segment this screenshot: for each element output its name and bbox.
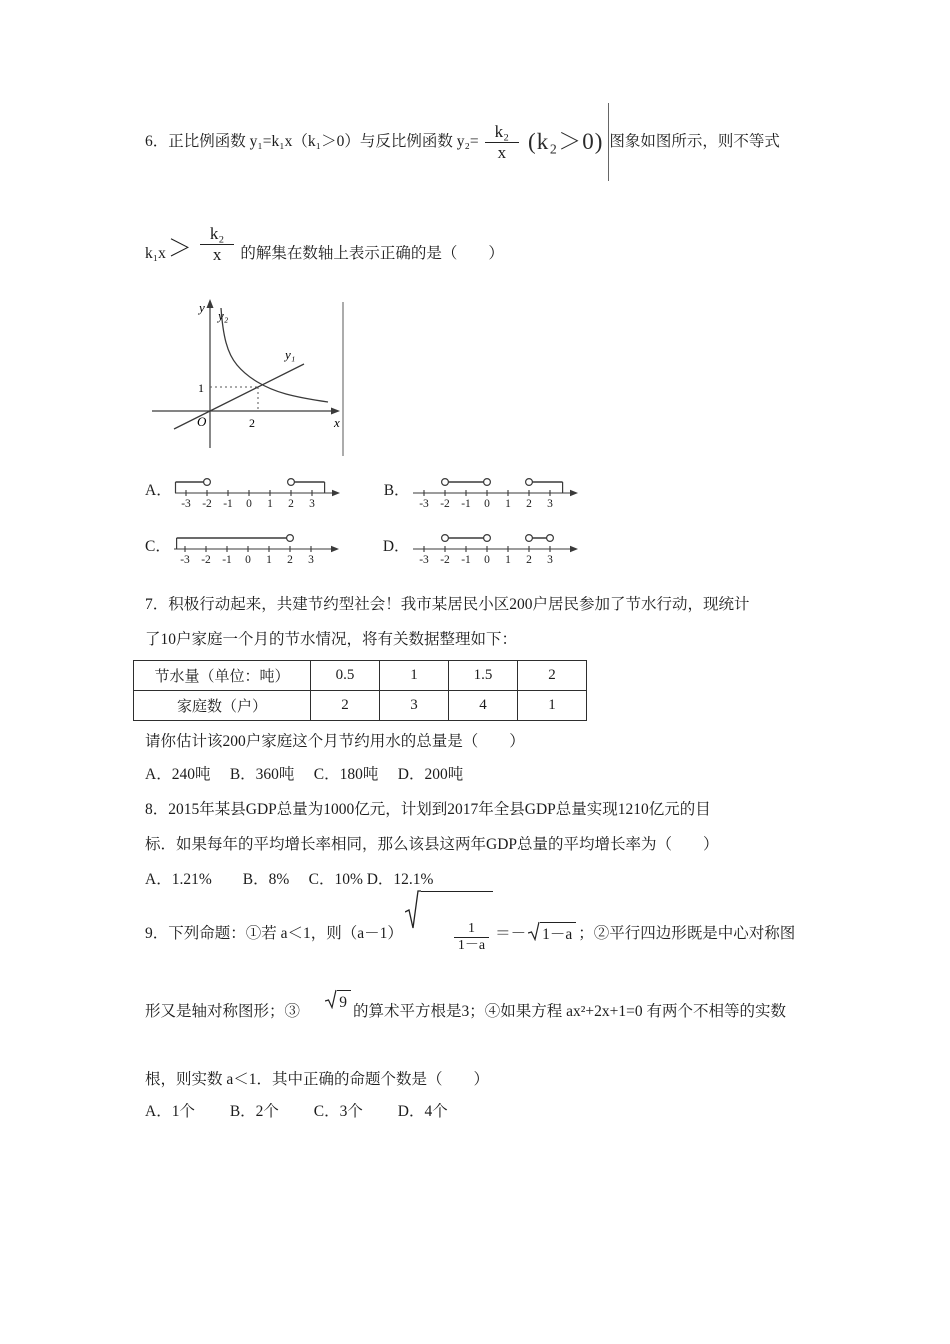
- svg-text:0: 0: [483, 498, 490, 510]
- y1-line-label: y₁: [285, 347, 296, 362]
- radicand: 1－a: [540, 922, 576, 947]
- radical-sqrt9: [300, 965, 353, 1041]
- y-axis-label: y: [199, 300, 205, 315]
- q7-line2: 了10户家庭一个月的节水情况，将有关数据整理如下：: [145, 631, 518, 648]
- tick-label-1: 1: [198, 381, 204, 395]
- q9-line1: [145, 903, 795, 965]
- q7-line1: 7．积极行动起来，共建节约型社会！我市某居民小区200户居民参加了节水行动，现统计: [145, 596, 750, 613]
- svg-text:2: 2: [287, 498, 294, 510]
- svg-text:-1: -1: [222, 554, 232, 566]
- radicand: 9: [337, 990, 351, 1015]
- q8-options: A．1.21% B．8% C．10% D．12.1%: [145, 871, 434, 888]
- table-row: [134, 661, 587, 691]
- q6-inequality-lhs: k₁x: [145, 244, 166, 262]
- y2-curve-label: y₂: [218, 308, 229, 323]
- table-cell: 2: [311, 691, 380, 721]
- svg-text:-1: -1: [460, 498, 471, 510]
- radical-simple: [528, 921, 576, 947]
- table-row: [134, 691, 587, 721]
- table-cell: 2: [518, 661, 587, 691]
- svg-text:-2: -2: [439, 498, 450, 510]
- q6-condition-paren: (k₂＞0): [528, 129, 604, 155]
- greater-than-sign: ＞: [167, 236, 192, 263]
- q6-fraction-1: [482, 122, 522, 162]
- hyperbola-y2: [221, 308, 328, 402]
- svg-text:1: 1: [504, 554, 511, 566]
- q7-options: A．240吨 B．360吨 C．180吨 D．200吨: [145, 766, 464, 783]
- x-axis-label: x: [334, 415, 340, 430]
- q6-options-row-1: [145, 468, 580, 514]
- svg-text:1: 1: [504, 498, 511, 510]
- svg-text:-1: -1: [460, 554, 471, 566]
- table-cell: 1: [518, 691, 587, 721]
- option-b-label: B．: [383, 481, 410, 499]
- svg-text:-2: -2: [439, 554, 450, 566]
- radicand: [421, 891, 493, 978]
- table-cell: 1.5: [449, 661, 518, 691]
- q6-text-3: 的解集在数轴上表示正确的是（ ）: [240, 244, 504, 262]
- q6-line1: [145, 96, 780, 188]
- svg-text:2: 2: [525, 498, 532, 510]
- table-cell: 0.5: [311, 661, 380, 691]
- table-header-cell: 节水量（单位：吨）: [134, 661, 311, 691]
- fraction-denominator: x: [485, 142, 520, 163]
- svg-text:3: 3: [307, 554, 314, 566]
- q6-function-graph: [146, 298, 346, 463]
- svg-text:-3: -3: [418, 498, 429, 510]
- svg-text:3: 3: [546, 498, 553, 510]
- q8-line2: 标．如果每年的平均增长率相同，那么该县这两年GDP总量的平均增长率为（ ）: [145, 836, 719, 853]
- radical-sign-icon: [405, 890, 421, 930]
- svg-text:-2: -2: [201, 554, 211, 566]
- fraction-under-radical: [454, 921, 489, 954]
- svg-text:-1: -1: [222, 498, 233, 510]
- q9-text-1: 9．下列命题：①若 a＜1，则（a－1）: [145, 924, 403, 942]
- option-c-label: C．: [145, 537, 171, 555]
- radical-with-fraction: [405, 890, 493, 978]
- tick-label-2: 2: [249, 416, 255, 430]
- radical-sign-icon: [325, 989, 337, 1009]
- fraction-numerator: 1: [468, 920, 475, 936]
- table-cell: 3: [380, 691, 449, 721]
- q6-fraction-2: [197, 224, 237, 264]
- q6-graph-block: [146, 298, 346, 463]
- radical-sign-icon: [528, 921, 540, 941]
- svg-text:0: 0: [245, 498, 252, 510]
- equals-minus: ＝－: [495, 924, 527, 942]
- numberline-d: [410, 528, 580, 566]
- q9-text-4: 的算术平方根是3；④如果方程 ax²+2x+1=0 有两个不相等的实数: [353, 1002, 787, 1020]
- q9-text-2: ；②平行四边形既是中心对称图: [578, 924, 796, 942]
- q6-options-row-2: [145, 524, 580, 570]
- q7-question-line: 请你估计该200户家庭这个月节约用水的总量是（ ）: [145, 733, 525, 750]
- q6-line2: [145, 223, 504, 282]
- table-cell: 1: [380, 661, 449, 691]
- q7-water-table: [133, 660, 587, 721]
- fraction-numerator: k₂: [209, 223, 225, 243]
- fraction-numerator: k₂: [494, 121, 510, 141]
- q6-text-1: 6．正比例函数 y₁=k₁x（k₁＞0）与反比例函数 y₂=: [145, 132, 479, 150]
- q9-options: A．1个 B．2个 C．3个 D．4个: [145, 1103, 448, 1120]
- fraction-denominator: 1－a: [454, 937, 489, 954]
- svg-text:3: 3: [308, 498, 315, 510]
- q9-line2: [145, 990, 786, 1034]
- q9-text-3: 形又是轴对称图形；③: [145, 1002, 301, 1020]
- x-axis-arrow: [331, 408, 340, 415]
- q9-line3: 根，则实数 a＜1．其中正确的命题个数是（ ）: [145, 1071, 490, 1088]
- svg-text:-3: -3: [418, 554, 429, 566]
- svg-text:-3: -3: [180, 498, 191, 510]
- svg-text:0: 0: [483, 554, 490, 566]
- numberline-b: [410, 472, 580, 510]
- svg-text:2: 2: [525, 554, 532, 566]
- svg-text:1: 1: [266, 498, 273, 510]
- option-a-label: A．: [145, 481, 172, 499]
- option-d-label: D．: [382, 537, 410, 555]
- table-header-cell: 家庭数（户）: [134, 691, 311, 721]
- svg-text:1: 1: [265, 554, 272, 566]
- table-cell: 4: [449, 691, 518, 721]
- svg-text:0: 0: [244, 554, 251, 566]
- fraction-denominator: x: [200, 244, 235, 265]
- y-axis-arrow: [207, 299, 214, 308]
- radical-simple: [325, 989, 351, 1015]
- numberline-c: [171, 528, 341, 566]
- line-y1: [174, 364, 304, 429]
- svg-text:-2: -2: [201, 498, 212, 510]
- q6-text-2: 图象如图所示，则不等式: [609, 132, 780, 150]
- svg-text:2: 2: [286, 554, 293, 566]
- svg-text:3: 3: [546, 554, 553, 566]
- q8-line1: 8．2015年某县GDP总量为1000亿元，计划到2017年全县GDP总量实现1210亿元的目: [145, 801, 711, 818]
- origin-label: O: [197, 414, 207, 429]
- numberline-a: [172, 472, 342, 510]
- svg-text:-3: -3: [180, 554, 190, 566]
